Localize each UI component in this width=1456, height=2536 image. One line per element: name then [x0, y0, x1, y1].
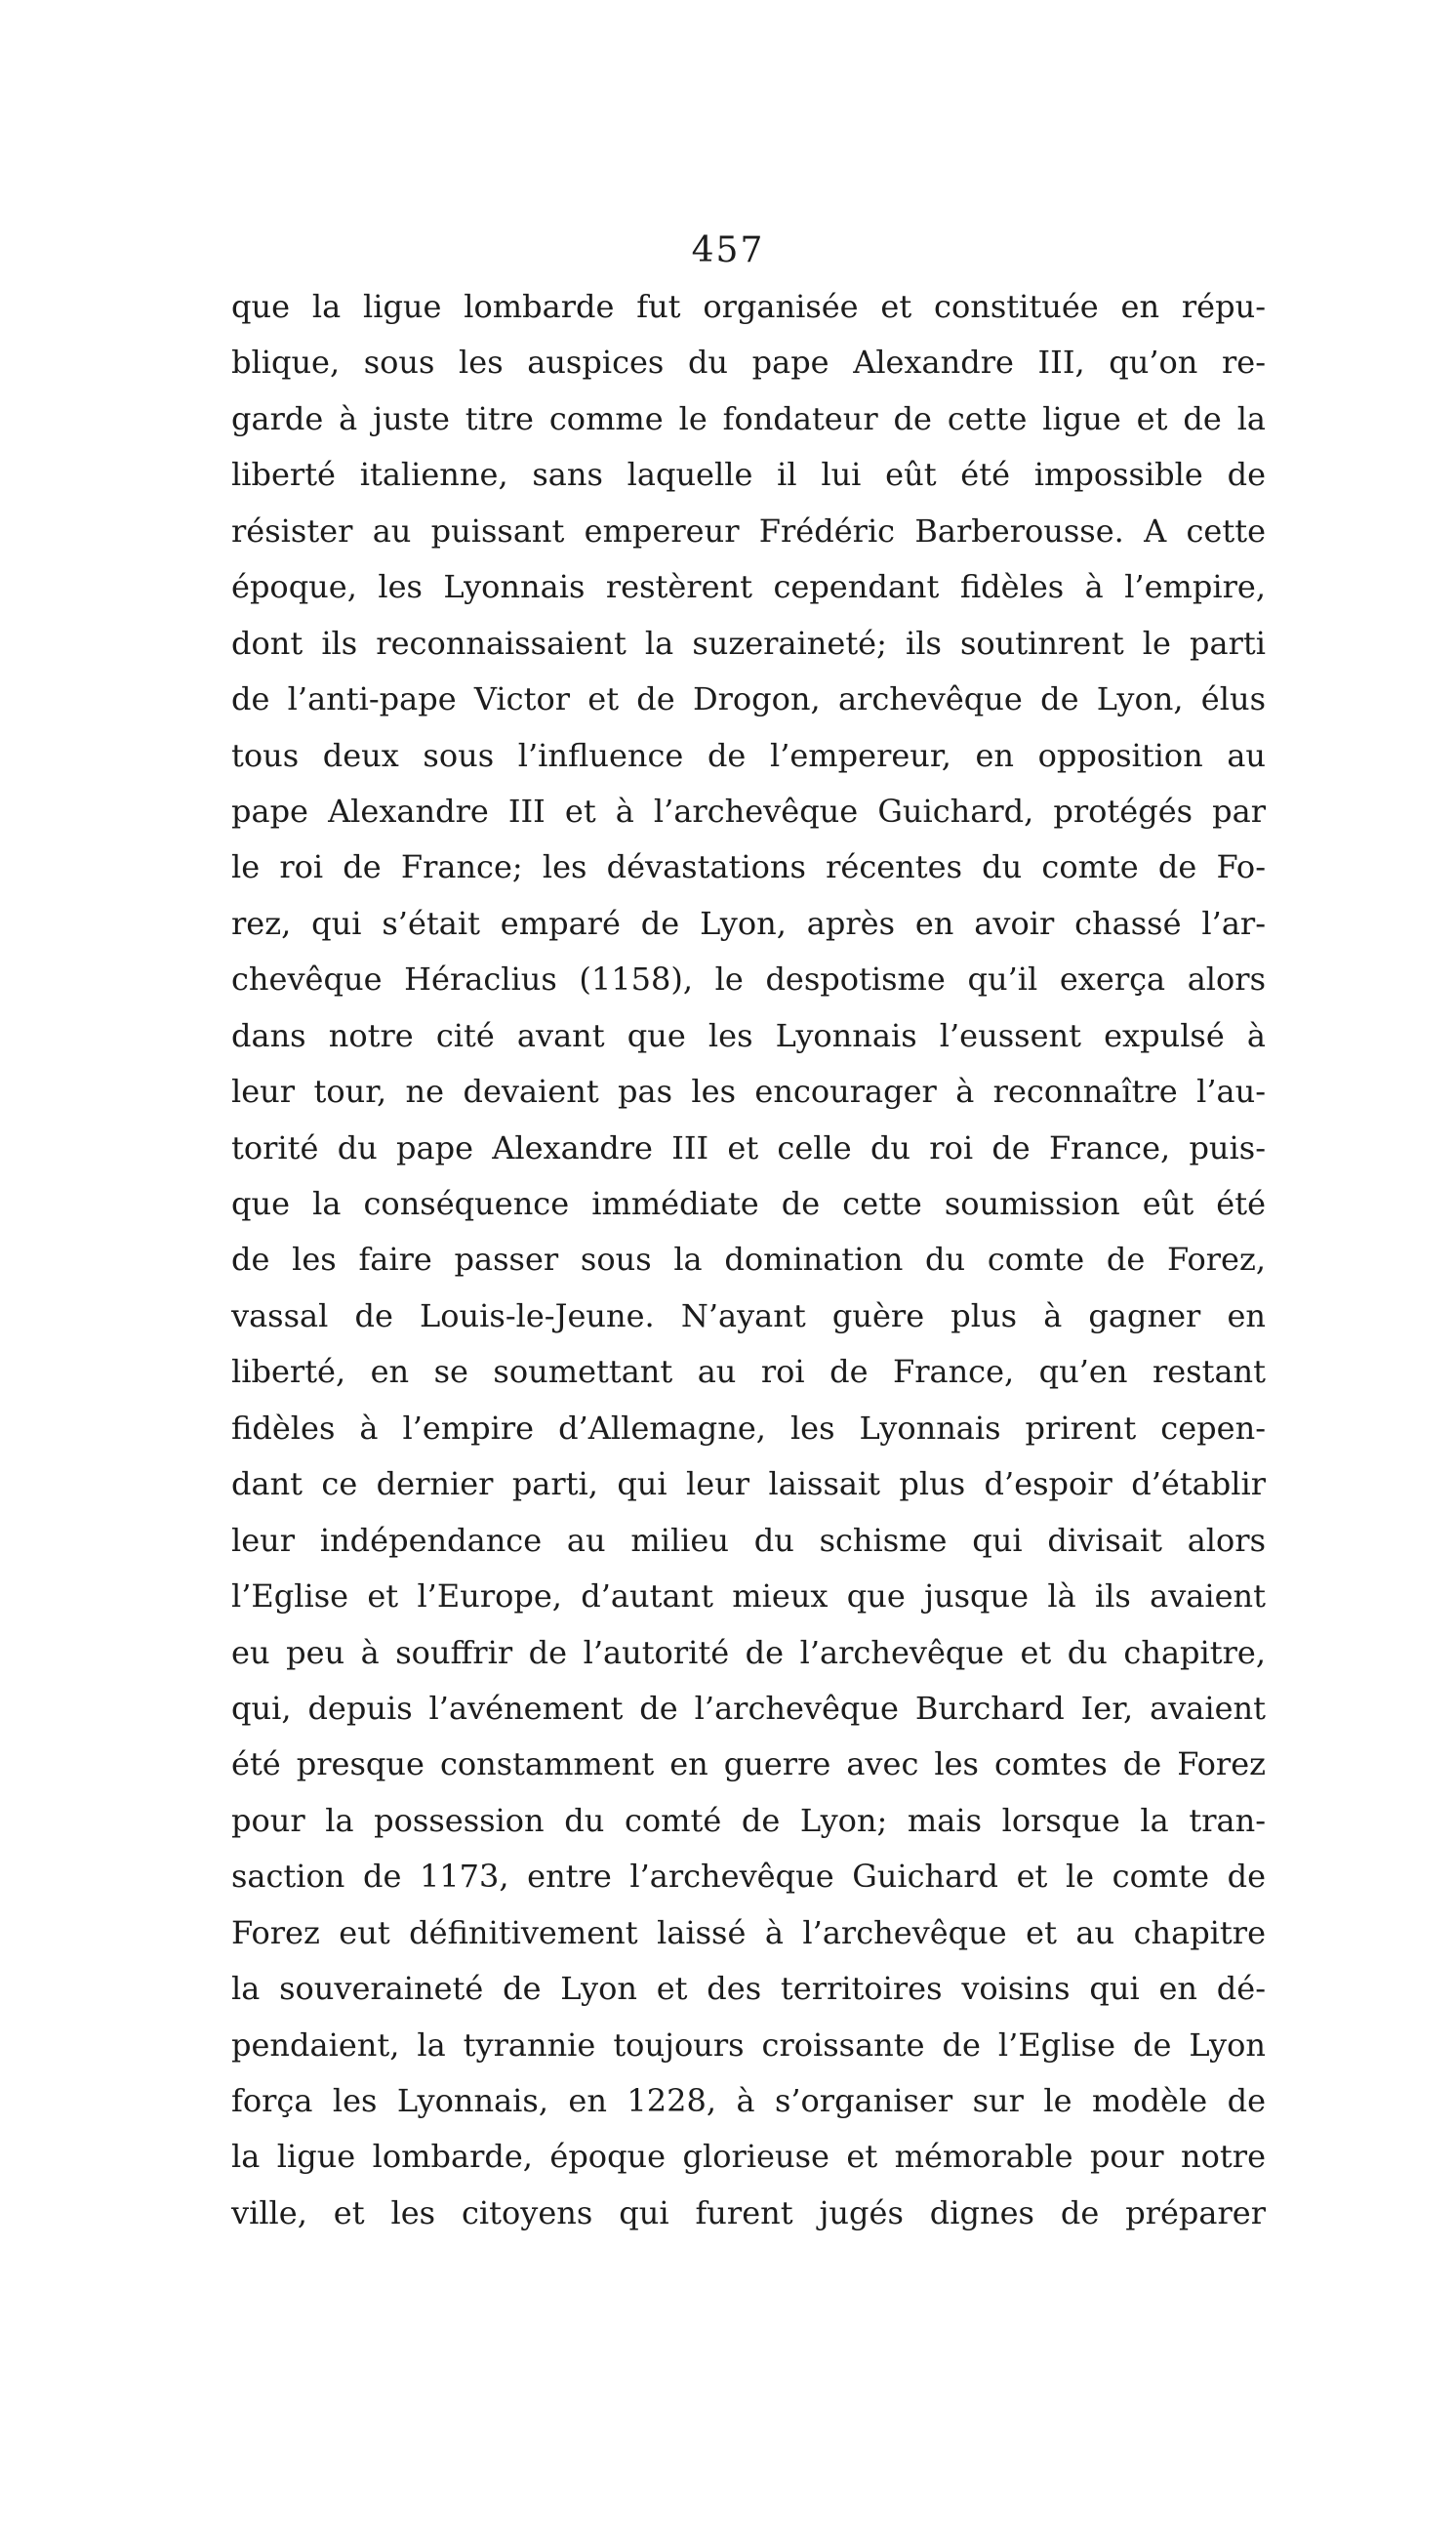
text-line: de l’anti-pape Victor et de Drogon, archevêque de Lyon, élus [231, 680, 1266, 718]
text-line: leur tour, ne devaient pas les encourager à reconnaître l’au- [231, 1073, 1266, 1111]
text-line: torité du pape Alexandre III et celle du roi de France, puis- [231, 1128, 1266, 1166]
text-line: garde à juste titre comme le fondateur de cette ligue et de la [231, 399, 1266, 437]
text-line: que la ligue lombarde fut organisée et constituée en répu- [231, 288, 1266, 325]
text-line: résister au puissant empereur Frédéric Barberousse. A cette [231, 511, 1266, 550]
text-line: de les faire passer sous la domination du comte de Forez, [231, 1241, 1266, 1279]
text-line: eu peu à souffrir de l’autorité de l’archevêque et du chapitre, [231, 1633, 1266, 1671]
text-line: saction de 1173, entre l’archevêque Guichard et le comte de [231, 1858, 1266, 1896]
text-line: liberté, en se soumettant au roi de France, qu’en restant [231, 1353, 1266, 1391]
text-line: dont ils reconnaissaient la suzeraineté; ils soutinrent le parti [231, 624, 1266, 662]
text-line: leur indépendance au milieu du schisme qui divisait alors [231, 1521, 1266, 1559]
text-line: blique, sous les auspices du pape Alexandre III, qu’on re- [231, 344, 1266, 382]
body-text [231, 279, 1266, 2241]
text-line: liberté italienne, sans laquelle il lui eût été impossible de [231, 456, 1266, 494]
text-line: chevêque Héraclius (1158), le despotisme qu’il exerça alors [231, 961, 1266, 999]
text-line: dant ce dernier parti, qui leur laissait plus d’espoir d’établir [231, 1465, 1266, 1503]
text-line: époque, les Lyonnais restèrent cependant fidèles à l’empire, [231, 568, 1266, 606]
text-line: l’Eglise et l’Europe, d’autant mieux que jusque là ils avaient [231, 1577, 1266, 1616]
text-line: pour la possession du comté de Lyon; mais lorsque la tran- [231, 1801, 1266, 1839]
page-number: 457 [691, 230, 765, 270]
text-line: ville, et les citoyens qui furent jugés dignes de préparer [231, 2193, 1266, 2231]
text-line: été presque constamment en guerre avec les comtes de Forez [231, 1745, 1266, 1783]
text-line: dans notre cité avant que les Lyonnais l’eussent expulsé à [231, 1016, 1266, 1054]
text-line: Forez eut définitivement laissé à l’archevêque et au chapitre [231, 1913, 1266, 1951]
text-line: que la conséquence immédiate de cette soumission eût été [231, 1185, 1266, 1222]
text-line: tous deux sous l’influence de l’empereur, en opposition au [231, 736, 1266, 774]
text-line: pendaient, la tyrannie toujours croissante de l’Eglise de Lyon [231, 2025, 1266, 2064]
text-line: força les Lyonnais, en 1228, à s’organiser sur le modèle de [231, 2082, 1266, 2119]
text-line: la ligue lombarde, époque glorieuse et mémorable pour notre [231, 2138, 1266, 2176]
text-line: pape Alexandre III et à l’archevêque Guichard, protégés par [231, 792, 1266, 830]
text-line: fidèles à l’empire d’Allemagne, les Lyonnais prirent cepen- [231, 1409, 1266, 1447]
text-line: rez, qui s’était emparé de Lyon, après en avoir chassé l’ar- [231, 904, 1266, 942]
text-line: la souveraineté de Lyon et des territoires voisins qui en dé- [231, 1970, 1266, 2008]
text-line: vassal de Louis-le-Jeune. N’ayant guère plus à gagner en [231, 1296, 1266, 1334]
text-line: le roi de France; les dévastations récentes du comte de Fo- [231, 848, 1266, 886]
text-line: qui, depuis l’avénement de l’archevêque Burchard Ier, avaient [231, 1689, 1266, 1727]
